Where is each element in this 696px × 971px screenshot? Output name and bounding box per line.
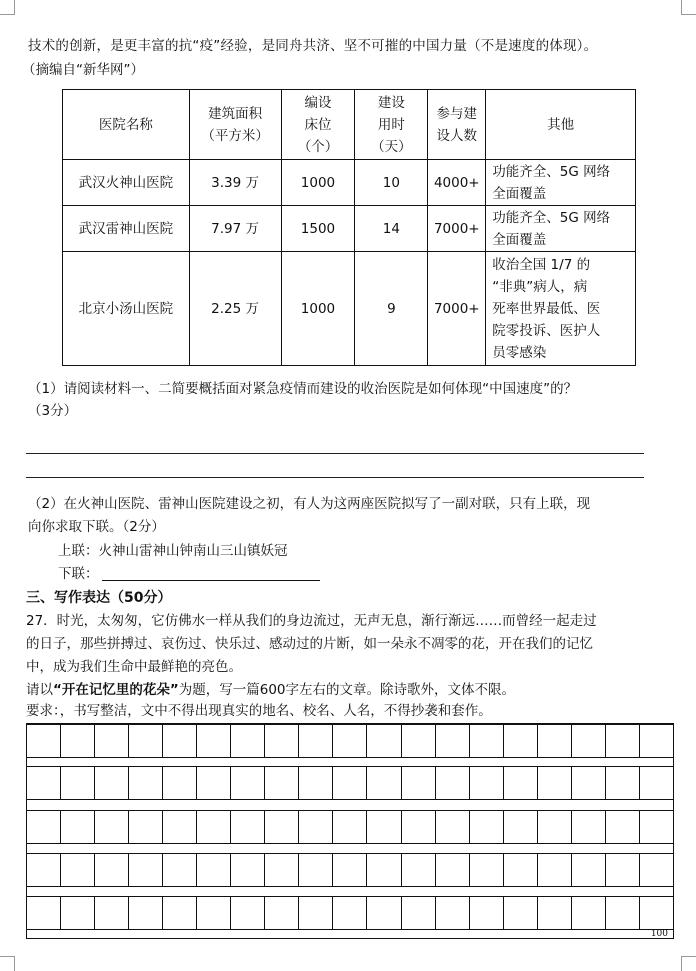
section-3-heading: 三、写作表达（50分） (26, 590, 172, 606)
crop-mark-bottom-left (0, 956, 15, 971)
grid-cell[interactable] (265, 767, 299, 799)
prompt-post: 为题，写一篇600字左右的文章。除诗歌外，文体不限。 (178, 682, 516, 698)
grid-cell[interactable] (538, 767, 572, 799)
grid-cell[interactable] (265, 897, 299, 929)
grid-row (27, 896, 673, 930)
q27-line-3: 中，成为我们生命中最鲜艳的亮色。 (26, 659, 242, 675)
header-workers: 参与建 设人数 (428, 90, 486, 160)
grid-cell[interactable] (572, 767, 606, 799)
grid-cell[interactable] (61, 767, 95, 799)
prompt-pre: 请以 (26, 682, 53, 698)
header-area: 建筑面积 （平方米） (189, 90, 281, 160)
hospital-table (62, 89, 636, 366)
cell-people: 7000+ (428, 206, 486, 252)
grid-cell[interactable] (265, 854, 299, 886)
grid-cell[interactable] (129, 767, 163, 799)
grid-cell[interactable] (538, 811, 572, 843)
grid-cell[interactable] (197, 897, 231, 929)
grid-cell[interactable] (197, 854, 231, 886)
grid-cell[interactable] (606, 897, 640, 929)
writing-grid[interactable] (26, 723, 674, 939)
grid-cell[interactable] (333, 811, 367, 843)
cell-beds: 1500 (281, 206, 355, 252)
grid-cell[interactable] (163, 854, 197, 886)
answer-line[interactable] (26, 477, 644, 478)
grid-cell[interactable] (27, 767, 61, 799)
grid-cell[interactable] (163, 767, 197, 799)
grid-cell[interactable] (470, 811, 504, 843)
grid-cell[interactable] (299, 854, 333, 886)
grid-cell[interactable] (504, 725, 538, 757)
cell-area: 2.25 万 (189, 252, 281, 366)
grid-cell[interactable] (163, 897, 197, 929)
grid-cell[interactable] (197, 767, 231, 799)
crop-mark-top-left (0, 0, 15, 15)
header-other: 其他 (486, 90, 636, 160)
grid-cell[interactable] (606, 811, 640, 843)
grid-cell[interactable] (95, 854, 129, 886)
grid-cell[interactable] (402, 854, 436, 886)
grid-cell[interactable] (572, 811, 606, 843)
grid-cell[interactable] (538, 897, 572, 929)
cell-days: 10 (355, 160, 428, 206)
table-header-row (63, 90, 636, 160)
grid-cell[interactable] (504, 811, 538, 843)
grid-cell[interactable] (402, 811, 436, 843)
grid-cell[interactable] (606, 854, 640, 886)
grid-cell[interactable] (640, 767, 673, 799)
grid-cell[interactable] (504, 897, 538, 929)
cell-hospital-name: 北京小汤山医院 (63, 252, 190, 366)
grid-cell[interactable] (61, 811, 95, 843)
grid-cell[interactable] (27, 725, 61, 757)
grid-cell[interactable] (367, 854, 401, 886)
header-beds: 编设 床位 （个） (281, 90, 355, 160)
crop-mark-bottom-right (681, 956, 696, 971)
cell-beds: 1000 (281, 160, 355, 206)
grid-cell[interactable] (231, 897, 265, 929)
grid-cell[interactable] (231, 811, 265, 843)
cell-hospital-name: 武汉雷神山医院 (63, 206, 190, 252)
grid-cell[interactable] (333, 725, 367, 757)
grid-row (27, 810, 673, 844)
grid-cell[interactable] (231, 767, 265, 799)
grid-cell[interactable] (402, 897, 436, 929)
cell-people: 4000+ (428, 160, 486, 206)
grid-cell[interactable] (504, 767, 538, 799)
grid-cell[interactable] (640, 811, 673, 843)
grid-cell[interactable] (333, 897, 367, 929)
grid-cell[interactable] (265, 725, 299, 757)
grid-cell[interactable] (231, 725, 265, 757)
cell-hospital-name: 武汉火神山医院 (63, 160, 190, 206)
grid-cell[interactable] (538, 854, 572, 886)
grid-cell[interactable] (197, 725, 231, 757)
grid-cell[interactable] (299, 811, 333, 843)
grid-cell[interactable] (640, 725, 673, 757)
grid-row (27, 766, 673, 800)
cell-beds: 1000 (281, 252, 355, 366)
grid-cell[interactable] (436, 811, 470, 843)
table-row (63, 252, 636, 366)
prompt-title: “开在记忆里的花朵” (53, 682, 179, 698)
cell-area: 3.39 万 (189, 160, 281, 206)
grid-cell[interactable] (129, 897, 163, 929)
grid-cell[interactable] (367, 767, 401, 799)
grid-cell[interactable] (436, 897, 470, 929)
grid-cell[interactable] (129, 854, 163, 886)
grid-cell[interactable] (61, 854, 95, 886)
grid-cell[interactable] (470, 897, 504, 929)
grid-cell[interactable] (640, 897, 673, 929)
cell-days: 14 (355, 206, 428, 252)
grid-cell[interactable] (61, 897, 95, 929)
q27-prompt (26, 679, 515, 701)
grid-cell[interactable] (436, 725, 470, 757)
grid-cell[interactable] (333, 854, 367, 886)
grid-cell[interactable] (299, 767, 333, 799)
grid-cell[interactable] (606, 725, 640, 757)
q27-line-1: 27．时光，太匆匆，它仿佛水一样从我们的身边流过，无声无息，渐行渐远……而曾经一起走过 (26, 613, 597, 629)
crop-mark-top-right (681, 0, 696, 15)
grid-cell[interactable] (572, 725, 606, 757)
question-2-line-1: （2）在火神山医院、雷神山医院建设之初，有人为这两座医院拟写了一副对联，只有上联，现 (28, 496, 591, 512)
grid-cell[interactable] (367, 725, 401, 757)
grid-cell[interactable] (333, 767, 367, 799)
grid-row (27, 724, 673, 758)
grid-cell[interactable] (402, 725, 436, 757)
cell-other: 收治全国 1/7 的 “非典”病人，病 死率世界最低、医 院零投诉、医护人 员零感染 (486, 252, 636, 366)
couplet-lower-label: 下联： (58, 566, 99, 582)
grid-cell[interactable] (95, 725, 129, 757)
grid-cell[interactable] (129, 811, 163, 843)
grid-cell[interactable] (27, 854, 61, 886)
table-row (63, 206, 636, 252)
cell-people: 7000+ (428, 252, 486, 366)
q27-requirement: 要求：，书写整洁，文中不得出现真实的地名、校名、人名，不得抄袭和套作。 (26, 703, 492, 719)
couplet-lower-answer-line[interactable] (102, 580, 320, 581)
grid-cell[interactable] (163, 725, 197, 757)
grid-cell[interactable] (95, 897, 129, 929)
grid-cell[interactable] (504, 854, 538, 886)
grid-cell[interactable] (436, 767, 470, 799)
table-row (63, 160, 636, 206)
grid-cell[interactable] (606, 767, 640, 799)
grid-cell[interactable] (470, 767, 504, 799)
grid-cell[interactable] (265, 811, 299, 843)
word-counter: 100 (650, 929, 668, 939)
grid-cell[interactable] (163, 811, 197, 843)
grid-cell[interactable] (367, 811, 401, 843)
grid-cell[interactable] (27, 897, 61, 929)
grid-cell[interactable] (367, 897, 401, 929)
grid-cell[interactable] (572, 854, 606, 886)
grid-cell[interactable] (129, 725, 163, 757)
grid-cell[interactable] (402, 767, 436, 799)
question-1-line-2: （3分） (28, 403, 78, 419)
q27-line-2: 的日子，那些拼搏过、哀伤过、快乐过、感动过的片断，如一朵永不凋零的花，开在我们的记忆 (26, 636, 593, 652)
grid-cell[interactable] (299, 897, 333, 929)
grid-cell[interactable] (61, 725, 95, 757)
grid-cell[interactable] (197, 811, 231, 843)
couplet-upper: 上联：火神山雷神山钟南山三山镇妖冠 (58, 543, 288, 559)
cell-days: 9 (355, 252, 428, 366)
question-1-line-1: （1）请阅读材料一、二简要概括面对紧急疫情而建设的收治医院是如何体现“中国速度”的？ (28, 381, 578, 397)
intro-source: （摘编自“新华网”） (22, 62, 144, 78)
grid-cell[interactable] (95, 767, 129, 799)
header-hospital-name: 医院名称 (63, 90, 190, 160)
grid-cell[interactable] (470, 725, 504, 757)
question-2-line-2: 向你求取下联。（2分） (28, 519, 165, 535)
intro-line-1: 技术的创新，是更丰富的抗“疫”经验，是同舟共济、坚不可摧的中国力量（不是速度的体现）。 (28, 38, 598, 54)
grid-cell[interactable] (27, 811, 61, 843)
grid-cell[interactable] (299, 725, 333, 757)
grid-row (27, 853, 673, 887)
grid-cell[interactable] (538, 725, 572, 757)
answer-line[interactable] (26, 453, 644, 454)
cell-other: 功能齐全、5G 网络 全面覆盖 (486, 160, 636, 206)
grid-cell[interactable] (572, 897, 606, 929)
cell-area: 7.97 万 (189, 206, 281, 252)
grid-cell[interactable] (436, 854, 470, 886)
grid-cell[interactable] (231, 854, 265, 886)
cell-other: 功能齐全、5G 网络 全面覆盖 (486, 206, 636, 252)
header-build-time: 建设 用时 （天） (355, 90, 428, 160)
grid-cell[interactable] (640, 854, 673, 886)
grid-cell[interactable] (470, 854, 504, 886)
grid-cell[interactable] (95, 811, 129, 843)
